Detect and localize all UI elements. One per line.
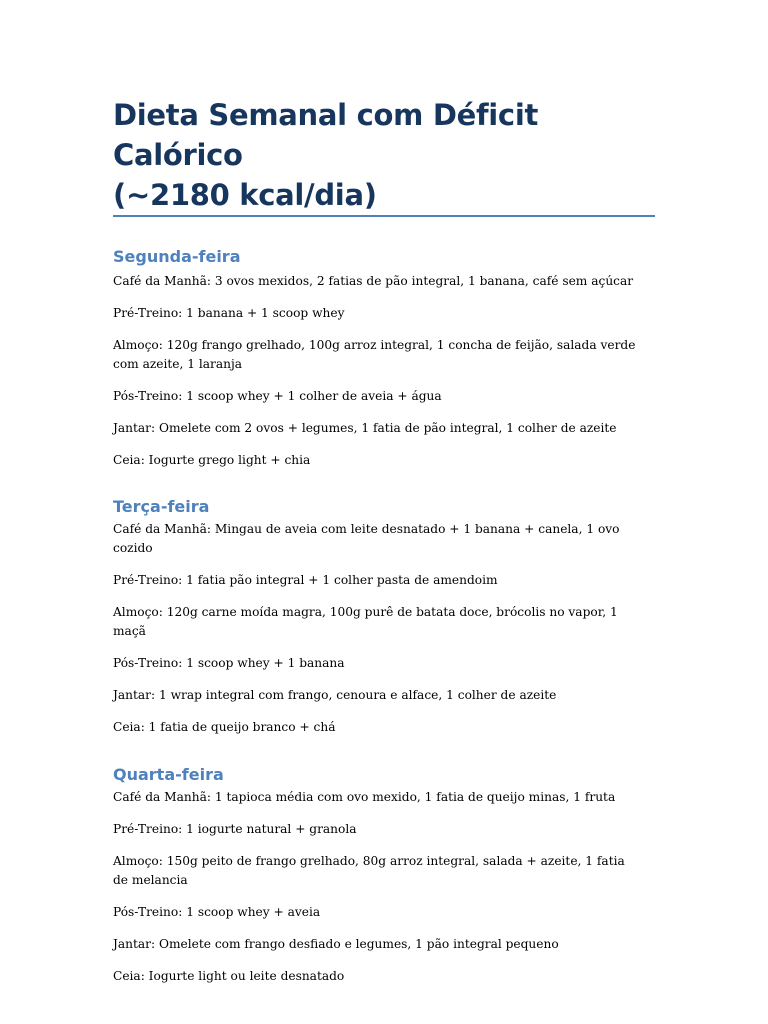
meal-pre-workout: Pré-Treino: 1 iogurte natural + granola bbox=[113, 822, 357, 836]
meal-dinner: Jantar: Omelete com 2 ovos + legumes, 1 fatia de pão integral, 1 colher de azeite bbox=[113, 421, 617, 435]
document-title bbox=[113, 95, 658, 215]
day-heading: Quarta-feira bbox=[113, 765, 224, 784]
title-line-2: (~2180 kcal/dia) bbox=[113, 178, 377, 212]
meal-lunch: Almoço: 120g frango grelhado, 100g arroz integral, 1 concha de feijão, salada verde com azeite, 1 laranja bbox=[113, 338, 636, 371]
meal-post-workout: Pós-Treino: 1 scoop whey + aveia bbox=[113, 905, 321, 919]
meal-supper: Ceia: Iogurte grego light + chia bbox=[113, 453, 311, 467]
document-page bbox=[113, 0, 658, 986]
meal-post-workout: Pós-Treino: 1 scoop whey + 1 banana bbox=[113, 656, 345, 670]
day-heading: Segunda-feira bbox=[113, 247, 241, 266]
meal-supper: Ceia: 1 fatia de queijo branco + chá bbox=[113, 720, 336, 734]
title-underline bbox=[113, 215, 655, 217]
meal-breakfast: Café da Manhã: 1 tapioca média com ovo mexido, 1 fatia de queijo minas, 1 fruta bbox=[113, 790, 616, 804]
title-line-1: Dieta Semanal com Déficit Calórico bbox=[113, 98, 539, 172]
meal-lunch: Almoço: 120g carne moída magra, 100g purê de batata doce, brócolis no vapor, 1 maçã bbox=[113, 605, 618, 638]
meal-dinner: Jantar: 1 wrap integral com frango, cenoura e alface, 1 colher de azeite bbox=[113, 688, 557, 702]
day-section-monday bbox=[113, 247, 658, 470]
day-section-wednesday bbox=[113, 765, 658, 986]
meal-breakfast: Café da Manhã: Mingau de aveia com leite desnatado + 1 banana + canela, 1 ovo cozido bbox=[113, 522, 620, 555]
meal-dinner: Jantar: Omelete com frango desfiado e legumes, 1 pão integral pequeno bbox=[113, 937, 559, 951]
meal-breakfast: Café da Manhã: 3 ovos mexidos, 2 fatias de pão integral, 1 banana, café sem açúcar bbox=[113, 274, 634, 288]
meal-supper: Ceia: Iogurte light ou leite desnatado bbox=[113, 969, 345, 983]
day-heading: Terça-feira bbox=[113, 497, 210, 516]
meal-post-workout: Pós-Treino: 1 scoop whey + 1 colher de aveia + água bbox=[113, 389, 442, 403]
day-section-tuesday bbox=[113, 497, 658, 737]
meal-pre-workout: Pré-Treino: 1 fatia pão integral + 1 colher pasta de amendoim bbox=[113, 573, 498, 587]
meal-pre-workout: Pré-Treino: 1 banana + 1 scoop whey bbox=[113, 306, 345, 320]
meal-lunch: Almoço: 150g peito de frango grelhado, 80g arroz integral, salada + azeite, 1 fatia de melancia bbox=[113, 854, 625, 887]
